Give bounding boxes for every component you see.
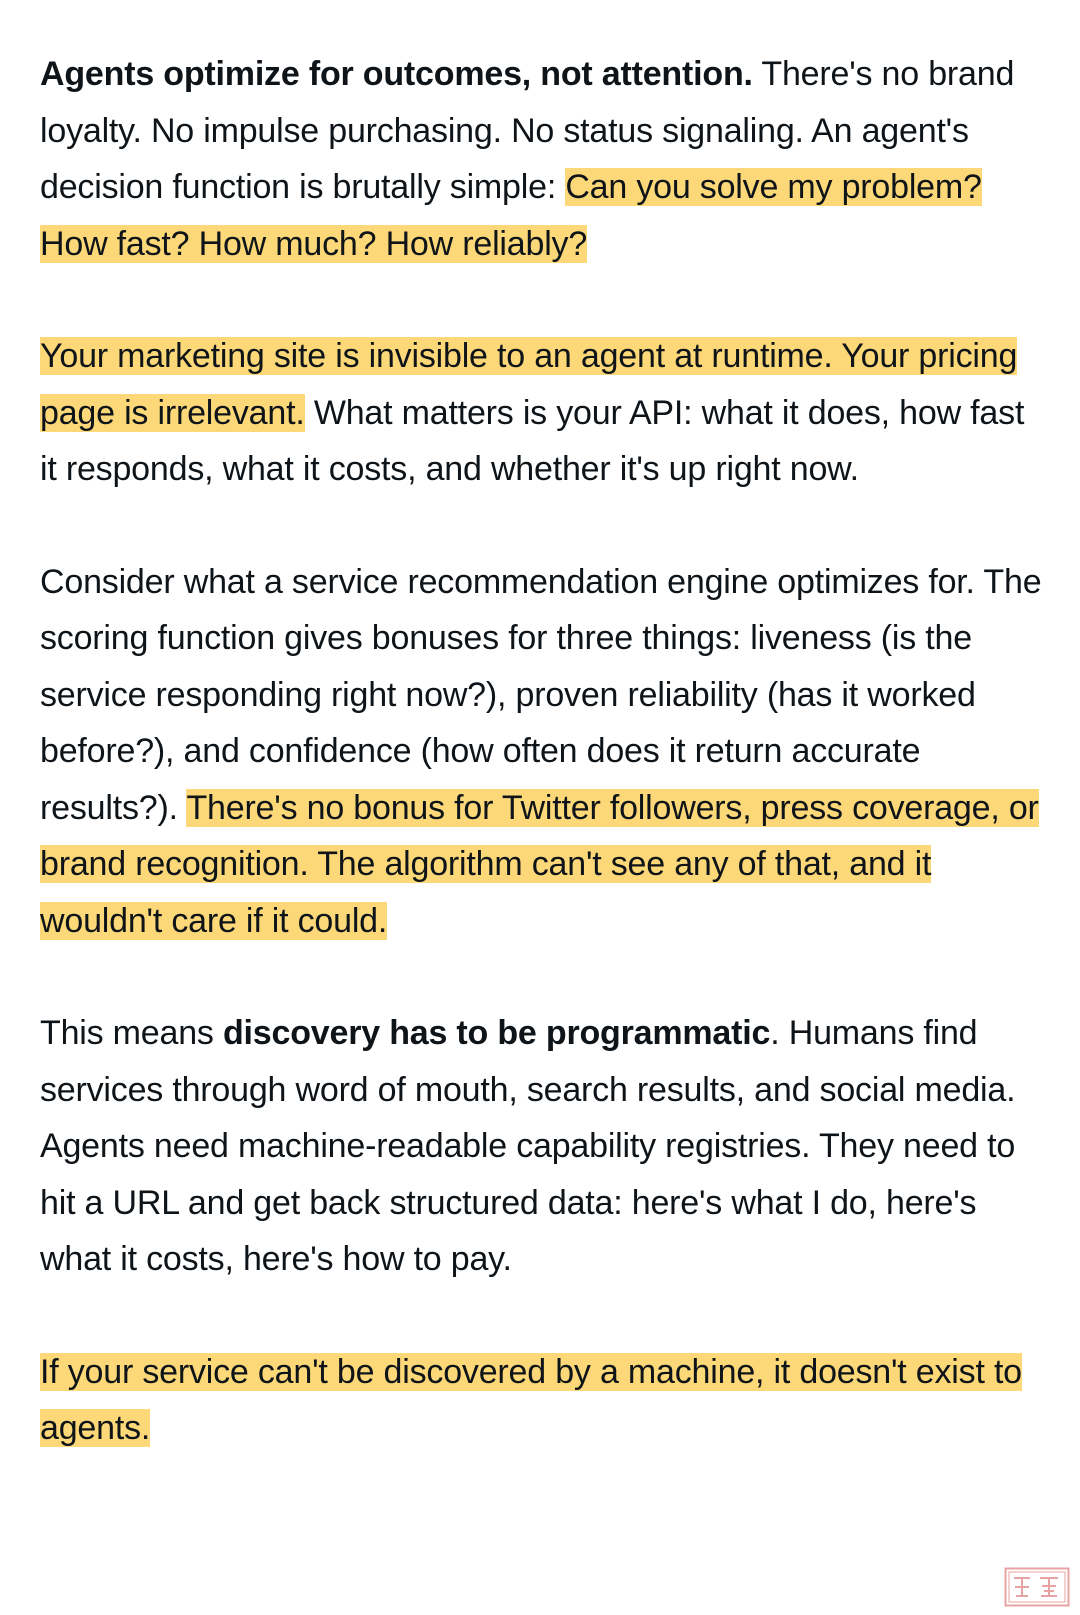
text-segment: What matters is your API: what it does, how fast it responds, what it costs, and whether it's up right now. — [40, 393, 1025, 488]
article-body — [40, 46, 1050, 1457]
text-segment: . Humans find services through word of mouth, search results, and social media. Agents need machine-readable capability registries. They need to hit a URL and get back structured data: here's what I do, here's what it costs, here's how to pay. — [40, 1014, 1016, 1278]
red-seal-watermark-icon — [1004, 1567, 1070, 1607]
paragraph-discovery — [40, 1005, 1050, 1288]
paragraph-conclusion — [40, 1344, 1050, 1457]
text-segment: Consider what a service recommendation engine optimizes for. The scoring function gives bonuses for three things: liveness (is the service responding right now?), proven reliability (has it worked before?), and confidence (how often does it return accurate results?). — [40, 562, 1042, 827]
bold-discovery-programmatic: discovery has to be programmatic — [222, 1014, 771, 1052]
text-segment: There's no brand loyalty. No impulse purchasing. No status signaling. An agent's decision function is brutally simple: — [40, 55, 1015, 206]
text-segment: This means — [40, 1014, 223, 1052]
bold-lead-outcomes: Agents optimize for outcomes, not attention. — [40, 55, 753, 93]
paragraph-scoring-function — [40, 554, 1050, 950]
paragraph-agents-optimize — [40, 46, 1050, 272]
paragraph-marketing-site — [40, 328, 1050, 498]
highlighted-no-bonus: There's no bonus for Twitter followers, press coverage, or brand recognition. The algorithm can't see any of that, and it wouldn't care if it could. — [40, 788, 1039, 940]
highlighted-conclusion: If your service can't be discovered by a machine, it doesn't exist to agents. — [40, 1352, 1022, 1447]
highlighted-marketing-invisible: Your marketing site is invisible to an agent at runtime. Your pricing page is irrelevant. — [40, 337, 1018, 432]
highlighted-questions: Can you solve my problem? How fast? How much? How reliably? — [40, 168, 982, 263]
